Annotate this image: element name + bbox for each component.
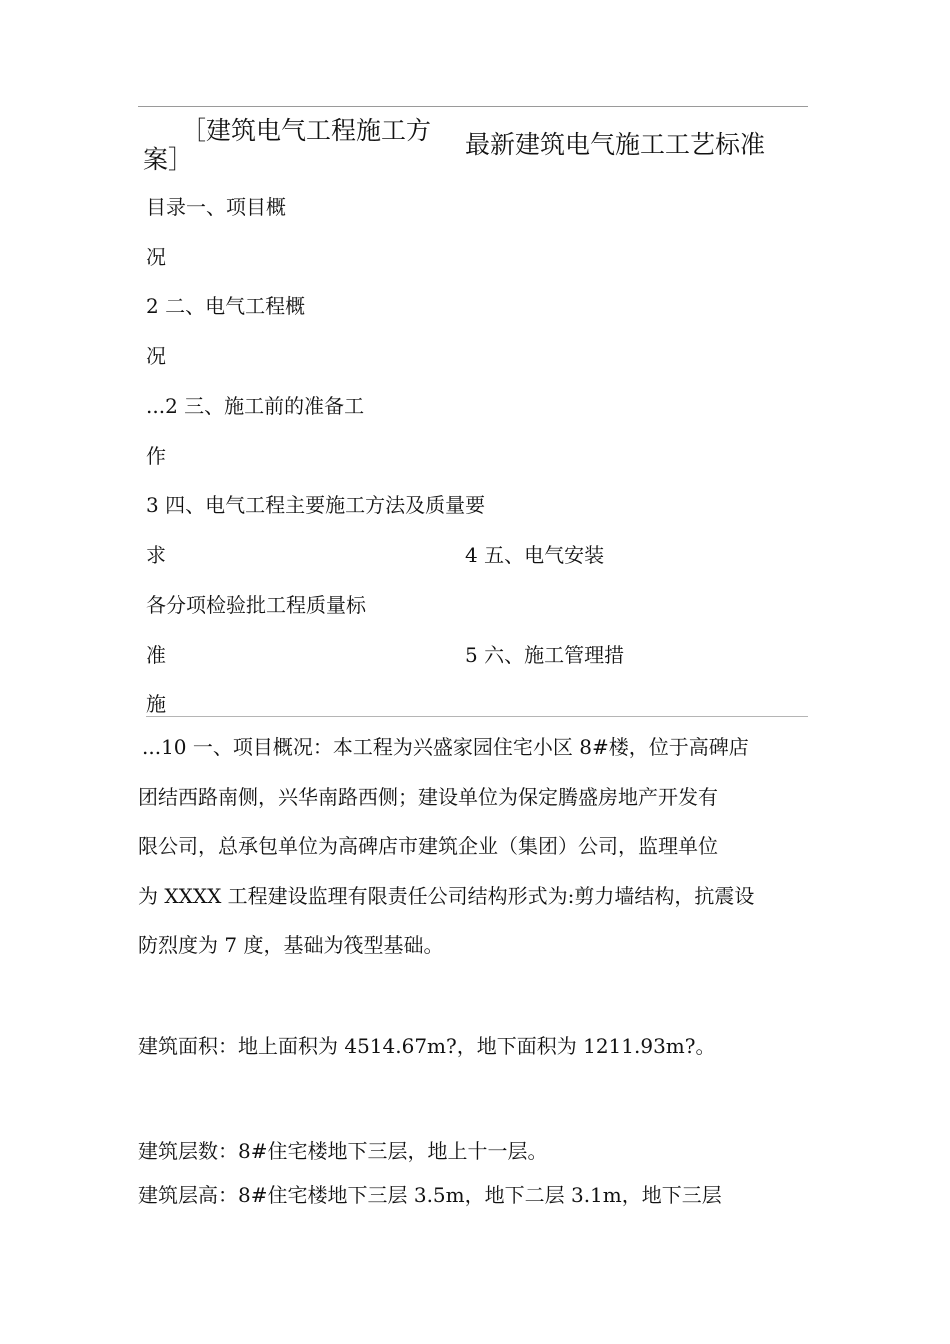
doc-title-right: 最新建筑电气施工工艺标准: [465, 130, 766, 159]
section-rule: [146, 716, 808, 717]
doc-title-left-line2: 案］: [143, 145, 194, 174]
overview-line-4: 为 XXXX 工程建设监理有限责任公司结构形式为:剪力墙结构，抗震设: [138, 884, 755, 908]
toc-line-11: 施: [146, 692, 166, 716]
building-floors: 建筑层数：8#住宅楼地下三层，地上十一层。: [138, 1139, 548, 1163]
toc-line-4: 况: [146, 344, 166, 368]
toc-line-8a: 求: [146, 543, 166, 567]
toc-line-3: 2 二、电气工程概: [146, 294, 306, 318]
toc-line-7: 3 四、电气工程主要施工方法及质量要: [146, 493, 486, 517]
overview-line-1: ...10 一、项目概况：本工程为兴盛家园住宅小区 8#楼，位于高碑店: [142, 735, 749, 759]
toc-line-10b: 5 六、施工管理措: [465, 643, 625, 667]
toc-line-10a: 准: [146, 643, 166, 667]
overview-line-2: 团结西路南侧，兴华南路西侧；建设单位为保定腾盛房地产开发有: [138, 785, 718, 809]
toc-line-1: 目录一、项目概: [146, 195, 286, 219]
overview-line-3: 限公司，总承包单位为高碑店市建筑企业（集团）公司，监理单位: [138, 834, 718, 858]
building-area: 建筑面积：地上面积为 4514.67m?，地下面积为 1211.93m?。: [138, 1034, 716, 1058]
top-rule: [138, 106, 808, 107]
building-heights: 建筑层高：8#住宅楼地下三层 3.5m，地下二层 3.1m，地下三层: [138, 1183, 722, 1207]
toc-line-2: 况: [146, 245, 166, 269]
doc-title-left-line1: ［建筑电气工程施工方: [181, 116, 432, 145]
toc-line-8b: 4 五、电气安装: [465, 543, 605, 567]
toc-line-9: 各分项检验批工程质量标: [146, 593, 366, 617]
toc-line-6: 作: [146, 444, 166, 468]
overview-line-5: 防烈度为 7 度，基础为筏型基础。: [138, 933, 444, 957]
toc-line-5: ...2 三、施工前的准备工: [146, 394, 365, 418]
